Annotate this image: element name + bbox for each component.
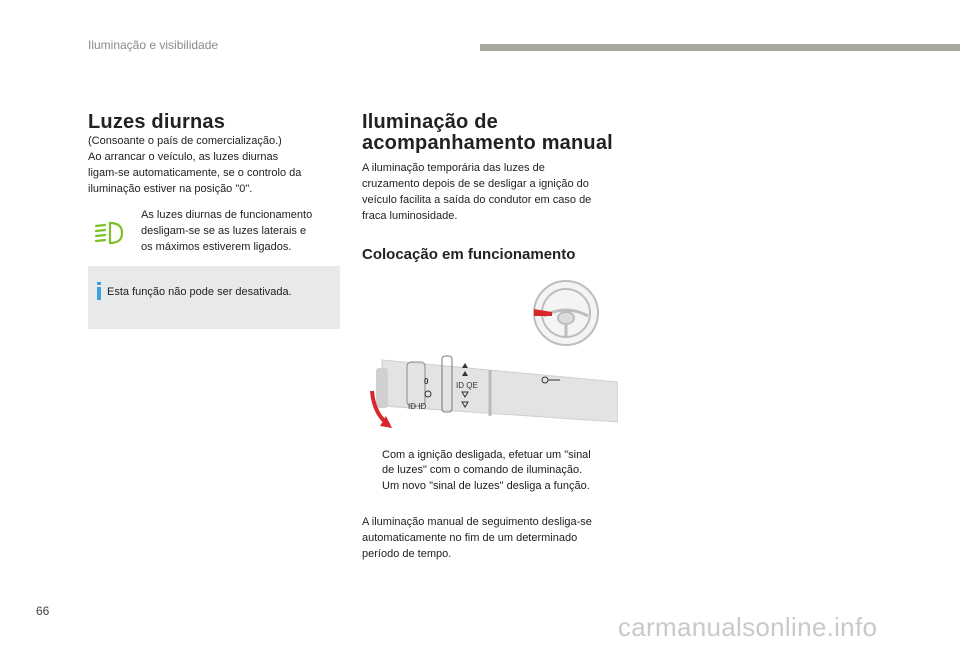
manual-follow-me-intro bbox=[362, 160, 591, 224]
lighting-stalk bbox=[382, 360, 618, 422]
bullet-line: Com a ignição desligada, efetuar um "sinal bbox=[382, 449, 591, 461]
operation-subtitle: Colocação em funcionamento bbox=[362, 246, 576, 263]
bullet-line: de luzes" com o comando de iluminação. bbox=[382, 464, 583, 476]
heading-line: acompanhamento manual bbox=[362, 132, 613, 154]
note-line: os máximos estiverem ligados. bbox=[141, 241, 292, 253]
stalk-label-0: 0 bbox=[424, 377, 429, 386]
info-icon bbox=[94, 282, 104, 305]
paragraph-line: automaticamente no fim de um determinado bbox=[362, 532, 578, 544]
paragraph-line: A iluminação manual de seguimento desliga-se bbox=[362, 516, 592, 528]
paragraph-line: ligam-se automaticamente, se o controlo da bbox=[88, 167, 302, 179]
daytime-lights-paragraph bbox=[88, 133, 301, 197]
intro-line: cruzamento depois de se desligar a ignição do bbox=[362, 178, 589, 190]
intro-line: A iluminação temporária das luzes de bbox=[362, 162, 545, 174]
heading-line: Iluminação de bbox=[362, 111, 498, 133]
watermark: carmanualsonline.info bbox=[618, 612, 878, 642]
info-box bbox=[88, 266, 340, 329]
daytime-lights-heading: Luzes diurnas bbox=[88, 111, 226, 133]
svg-text:ID QE: ID QE bbox=[456, 381, 478, 390]
manual-follow-me-heading bbox=[362, 112, 613, 154]
paragraph-line: período de tempo. bbox=[362, 548, 452, 560]
daytime-running-lights-icon bbox=[94, 221, 124, 250]
lighting-stalk-illustration bbox=[362, 276, 618, 432]
daytime-lights-note bbox=[141, 207, 312, 255]
auto-off-paragraph bbox=[362, 514, 592, 562]
intro-line: fraca luminosidade. bbox=[362, 210, 458, 222]
note-line: As luzes diurnas de funcionamento bbox=[141, 209, 313, 221]
paragraph-line: (Consoante o país de comercialização.) bbox=[88, 135, 282, 147]
page-number: 66 bbox=[36, 604, 50, 618]
bullet-item-1 bbox=[362, 448, 622, 478]
bullet-line: Um novo "sinal de luzes" desliga a função. bbox=[382, 480, 590, 492]
note-line: desligam-se se as luzes laterais e bbox=[141, 225, 307, 237]
bullet-item-2 bbox=[362, 479, 622, 494]
svg-text:ID ID: ID ID bbox=[408, 402, 427, 411]
section-header-bar bbox=[480, 44, 960, 51]
intro-line: veículo facilita a saída do condutor em caso de bbox=[362, 194, 592, 206]
section-header-title: Iluminação e visibilidade bbox=[88, 38, 219, 52]
paragraph-line: iluminação estiver na posição "0". bbox=[88, 183, 253, 195]
paragraph-line: Ao arrancar o veículo, as luzes diurnas bbox=[88, 151, 279, 163]
info-text: Esta função não pode ser desativada. bbox=[107, 286, 292, 298]
